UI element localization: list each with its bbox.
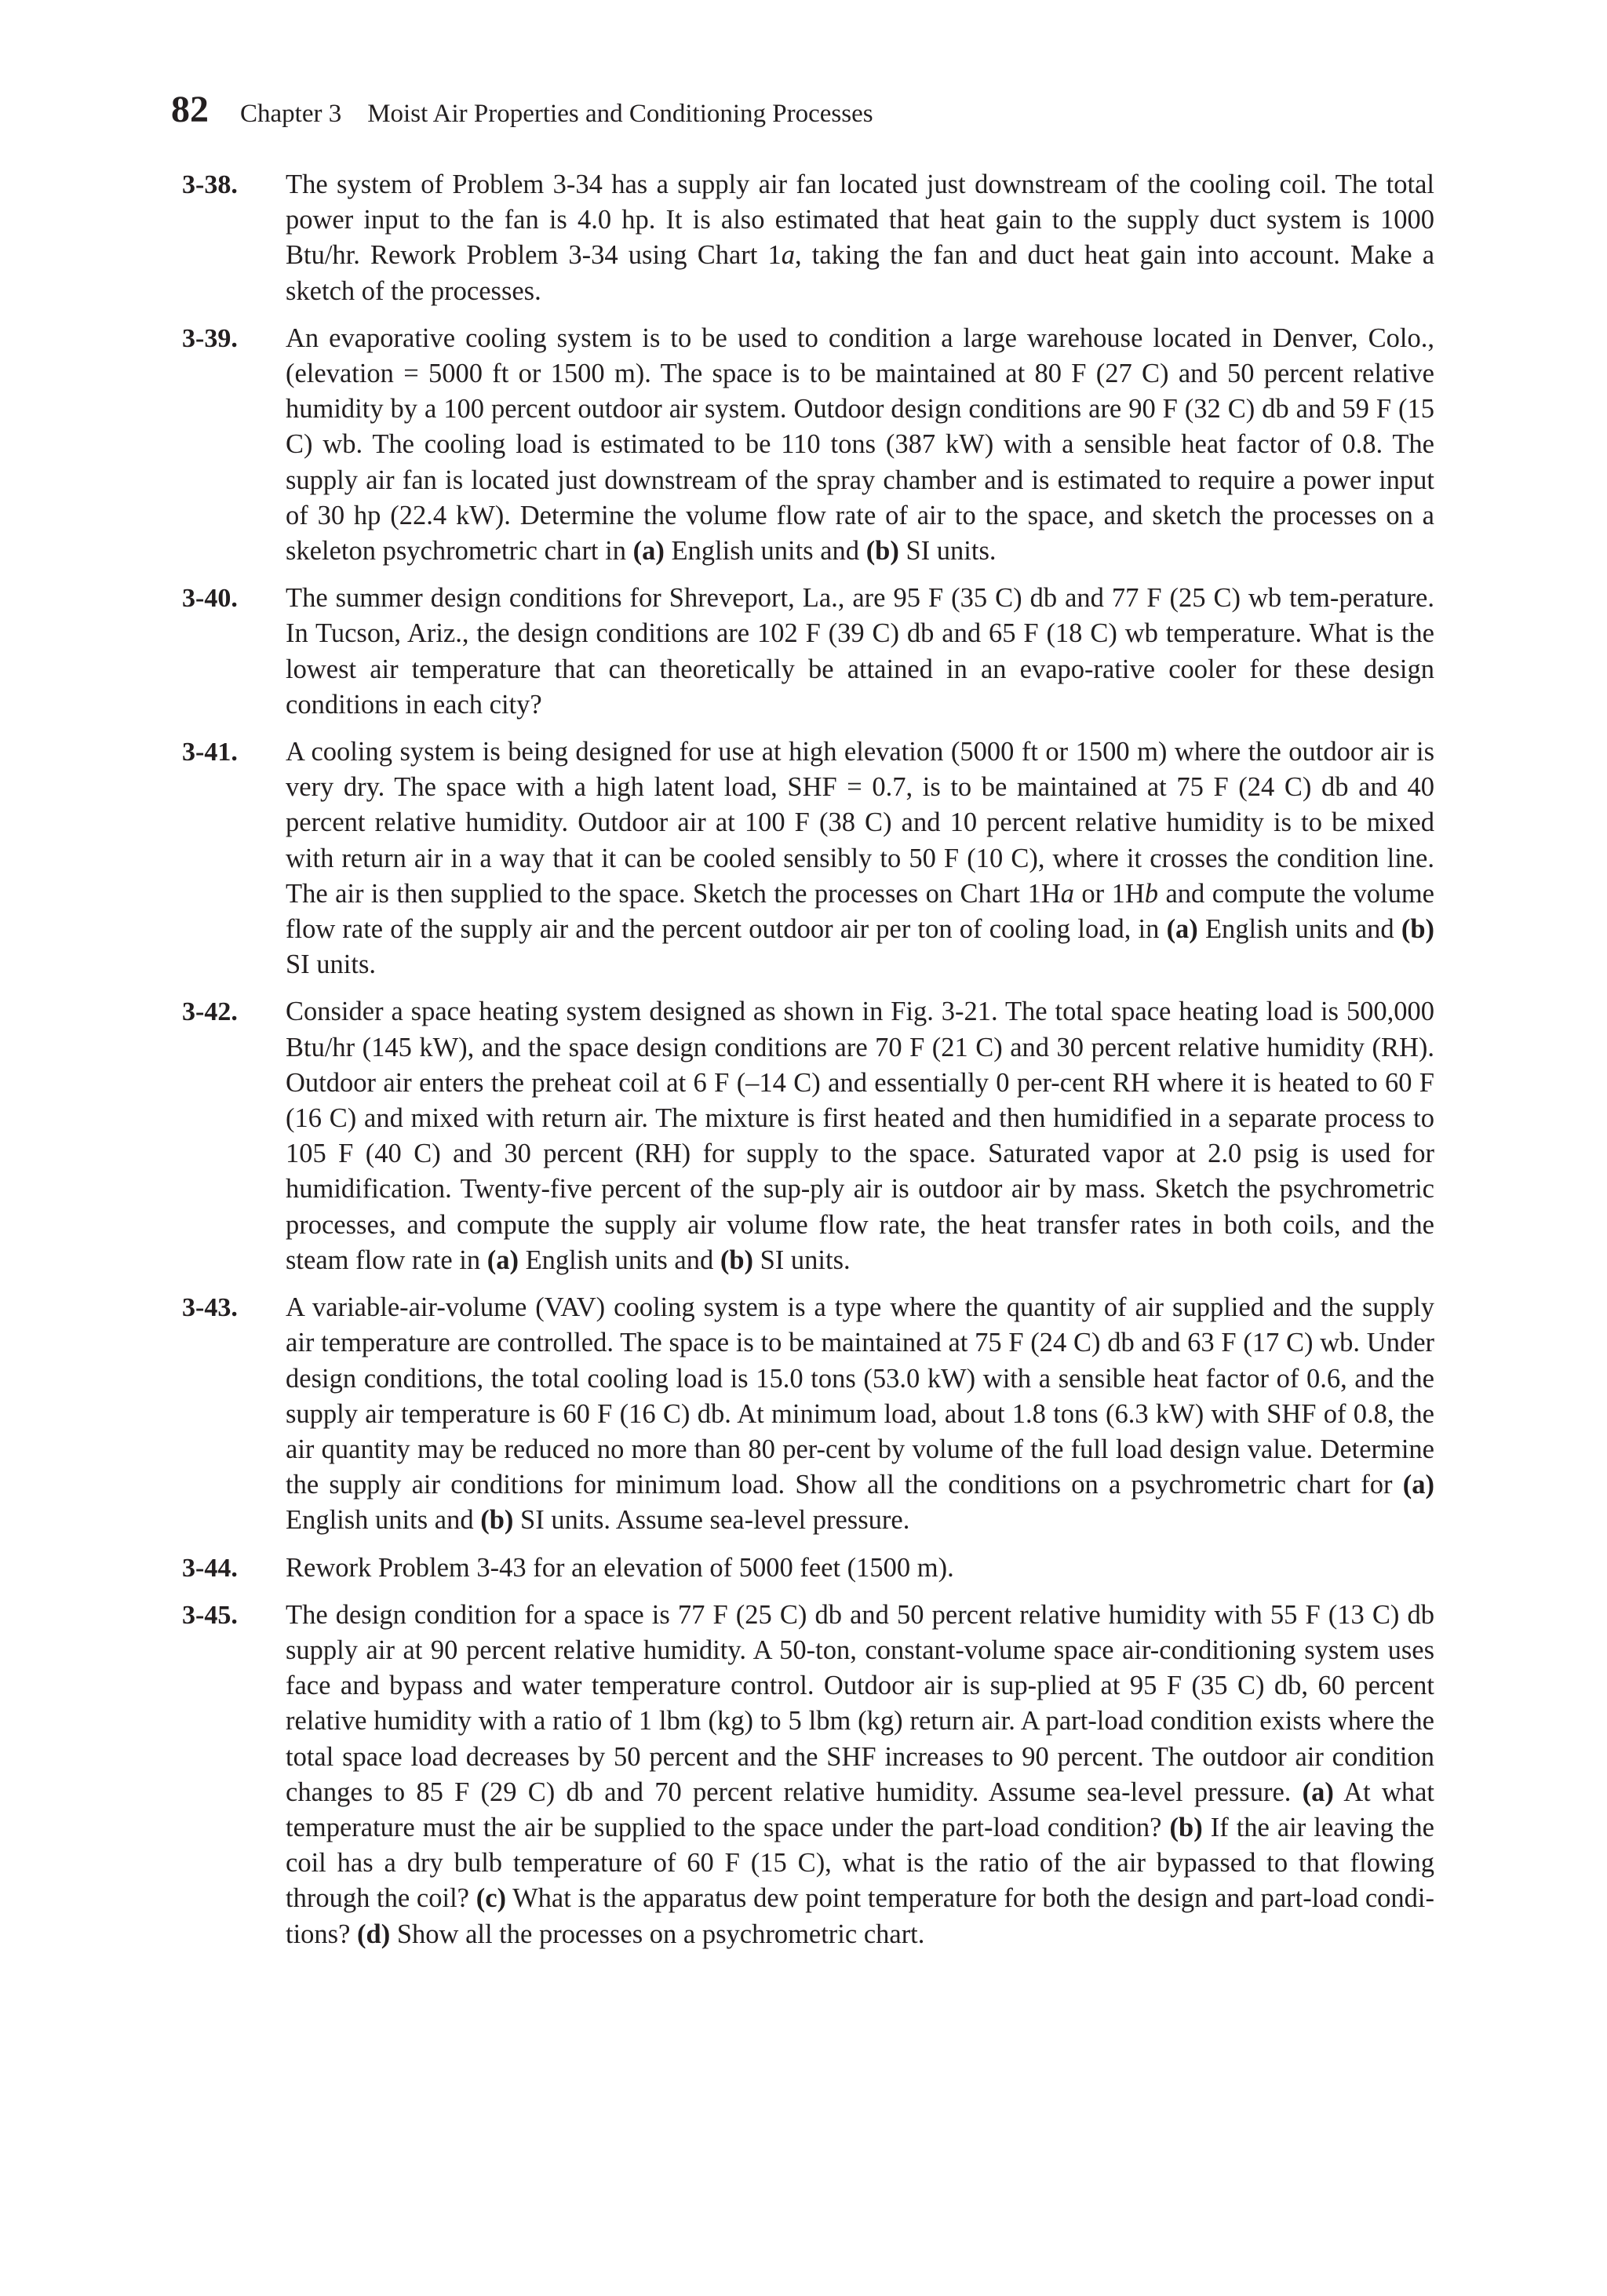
problem-item [182, 1598, 1434, 1952]
part-label: (a) [1302, 1777, 1334, 1807]
part-label: (b) [865, 536, 899, 567]
problem-text [286, 1551, 1434, 1586]
problem-list [182, 167, 1434, 1964]
italic-text: a [781, 240, 795, 271]
problem-item [182, 1551, 1434, 1586]
text-run: SI units. [286, 949, 377, 980]
problem-item [182, 321, 1434, 569]
problem-item [182, 994, 1434, 1278]
part-label: (b) [480, 1505, 514, 1536]
text-run: A variable-air-volume (VAV) cooling system is a type where the quantity of air supplied and the supply air temperature are controlled. The space is to be maintained at 75 F (24 C) db and 63 F (17 C) wb. Under design conditions, the total cooling load is 15.0 tons (53.0 kW) with a sensible heat factor of 0.6, and the supply air temperature is 60 F (16 C) db. At minimum load, about 1.8 tons (6.3 kW) with SHF of 0.8, the air quantity may be reduced no more than 80 per-cent by volume of the full load design value. Determine the supply air conditions for minimum load. Show all the conditions on a psychrometric chart for [286, 1292, 1434, 1500]
text-run: The system of Problem 3-34 has a supply air fan located just downstream of the cooling coil. The total power input to the fan is 4.0 hp. It is also estimated that heat gain to the supply duct system is 1000 Btu/hr. Rework Problem 3-34 using Chart 1 [286, 169, 1434, 271]
page-number: 82 [171, 89, 209, 130]
problem-number: 3-44. [182, 1553, 238, 1583]
text-run: SI units. [753, 1245, 851, 1275]
text-run: An evaporative cooling system is to be used to condition a large warehouse located in Denver, Colo., (elevation = 5000 ft or 1500 m). The space is to be maintained at 80 F (27 C) and 50 percent relative humidity by a 100 percent outdoor air system. Outdoor design conditions are 90 F (32 C) db and 59 F (15 C) wb. The cooling load is estimated to be 110 tons (387 kW) with a sensible heat factor of 0.8. The supply air fan is located just downstream of the spray chamber and is estimated to require a power input of 30 hp (22.4 kW). Determine the volume flow rate of air to the space, and sketch the processes on a skeleton psychrometric chart in [286, 323, 1434, 567]
text-run: Rework Problem 3-43 for an elevation of 5000 feet (1500 m). [286, 1552, 954, 1583]
text-run: Show all the processes on a psychrometric chart. [390, 1919, 925, 1949]
text-run: SI units. [898, 536, 997, 567]
part-label: (b) [720, 1245, 753, 1275]
problem-text [286, 167, 1434, 309]
problem-text [286, 321, 1434, 569]
text-run: The summer design conditions for Shreveport, La., are 95 F (35 C) db and 77 F (25 C) wb tem-perature. In Tucson, Ariz., the design conditions are 102 F (39 C) db and 65 F (18 C) wb temperature. What is the lowest air temperature that can theoretically be attained in an evapo-rative cooler for these design conditions in each city? [286, 583, 1434, 720]
text-run: English units and [1197, 914, 1401, 945]
chapter-title: Chapter 3 Moist Air Properties and Conditioning Processes [240, 100, 873, 128]
part-label: (d) [357, 1919, 391, 1949]
part-label: (b) [1401, 914, 1434, 945]
running-head [171, 88, 1442, 138]
problem-item [182, 581, 1434, 723]
problem-number: 3-41. [182, 738, 238, 767]
problem-item [182, 1290, 1434, 1538]
text-run: English units and [664, 536, 866, 567]
text-run: A cooling system is being designed for use at high elevation (5000 ft or 1500 m) where the outdoor air is very dry. The space with a high latent load, SHF = 0.7, is to be maintained at 75 F (24 C) db and 40 percent relative humidity. Outdoor air at 100 F (38 C) and 10 percent relative humidity is to be mixed with return air in a way that it can be cooled sensibly to 50 F (10 C), where it crosses the condition line. The air is then supplied to the space. Sketch the processes on Chart 1H [286, 737, 1434, 909]
text-run: The design condition for a space is 77 F (25 C) db and 50 percent relative humidity with 55 F (13 C) db supply air at 90 percent relative humidity. A 50-ton, constant-volume space air-conditioning system uses face and bypass and water temperature control. Outdoor air is sup-plied at 95 F (35 C) db, 60 percent relative humidity with a ratio of 1 lbm (kg) to 5 lbm (kg) return air. A part-load condition exists where the total space load decreases by 50 percent and the SHF increases to 90 percent. The outdoor air condition changes to 85 F (29 C) db and 70 percent relative humidity. Assume sea-level pressure. [286, 1599, 1434, 1807]
problem-number: 3-45. [182, 1600, 238, 1630]
part-label: (a) [1402, 1470, 1434, 1500]
text-run: English units and [286, 1505, 481, 1536]
problem-number: 3-43. [182, 1293, 238, 1323]
problem-item [182, 167, 1434, 309]
text-run: , taking the fan and duct heat gain into account. Make a sketch of the processes. [286, 240, 1435, 306]
part-label: (a) [632, 536, 665, 567]
problem-item [182, 734, 1434, 982]
part-label: (c) [476, 1883, 506, 1914]
problem-number: 3-42. [182, 997, 238, 1027]
text-run: If the air leaving the coil has a dry bulb temperature of 60 F (15 C), what is the ratio of the air bypassed to that flowing through the coil? [286, 1812, 1434, 1914]
part-label: (a) [1166, 914, 1198, 945]
part-label: (b) [1169, 1812, 1203, 1842]
italic-text: a [1060, 878, 1074, 909]
text-run: Consider a space heating system designed as shown in Fig. 3-21. The total space heating load is 500,000 Btu/hr (145 kW), and the space design conditions are 70 F (21 C) and 30 percent relative humidity (RH). Outdoor air enters the preheat coil at 6 F (–14 C) and essentially 0 per-cent RH where it is heated to 60 F (16 C) and mixed with return air. The mixture is first heated and then humidified in a separate process to 105 F (40 C) and 30 percent (RH) for supply to the space. Saturated vapor at 2.0 psig is used for humidification. Twenty-five percent of the sup-ply air is outdoor air by mass. Sketch the psychrometric processes, and compute the supply air volume flow rate, the heat transfer rates in both coils, and the steam flow rate in [286, 997, 1434, 1275]
problem-number: 3-38. [182, 170, 238, 199]
problem-text [286, 1598, 1434, 1952]
text-run: or 1H [1074, 878, 1145, 909]
problem-number: 3-39. [182, 323, 238, 353]
problem-text [286, 581, 1434, 723]
problem-text [286, 734, 1434, 982]
text-run: and compute the volume flow rate of the supply air and the percent outdoor air per ton of cooling load, in [286, 878, 1434, 945]
text-run: SI units. Assume sea-level pressure. [513, 1505, 910, 1536]
text-run: At what temperature must the air be supplied to the space under the part-load condition? [286, 1777, 1434, 1842]
problem-text [286, 1290, 1434, 1538]
part-label: (a) [486, 1245, 519, 1275]
text-run: What is the apparatus dew point temperature for both the design and part-load condi-tions? [286, 1883, 1434, 1949]
problem-text [286, 994, 1434, 1278]
italic-text: b [1144, 878, 1159, 909]
text-run: English units and [518, 1245, 720, 1275]
problem-number: 3-40. [182, 584, 238, 614]
